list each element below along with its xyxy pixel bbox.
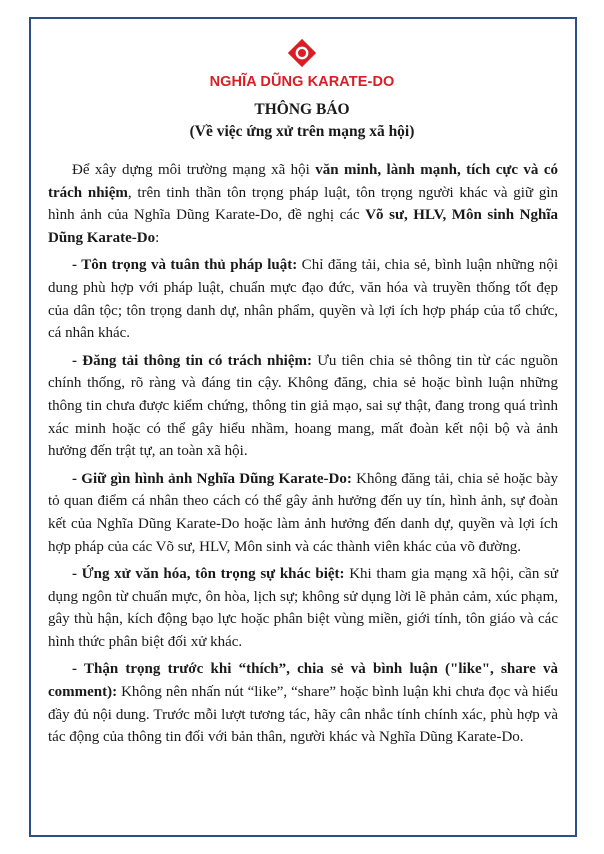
rule-text: Chỉ đăng tải, chia sẻ, bình luận những nội dung phù hợp với pháp luật, chuẩn mực đạo đức, văn hóa và truyền thống tốt đẹp của dân tộc; tôn trọng danh dự, nhân phẩm, quyền và lợi ích hợp pháp của tổ chức, cá nhân khác. (48, 257, 559, 342)
red-diamond-ring-icon (287, 38, 317, 68)
rule-heading: - Tôn trọng và tuân thủ pháp luật: (72, 257, 298, 274)
intro-text-2: , trên tinh thần tôn trọng pháp luật, tôn trọng người khác và giữ gìn hình ảnh của Nghĩa Dũng Karate-Do, đề nghị các (48, 184, 558, 224)
rule-heading: - Thận trọng trước khi “thích”, chia sẻ và bình luận ("like", share và comment): (48, 661, 558, 701)
logo (0, 38, 604, 68)
notice-body (48, 159, 558, 754)
rule-item (48, 468, 558, 558)
rule-item (48, 563, 558, 653)
page-title: THÔNG BÁO (254, 101, 350, 118)
rule-text: Không nên nhấn nút “like”, “share” hoặc bình luận khi chưa đọc và hiểu đầy đủ nội dung. Trước mỗi lượt tương tác, hãy cân nhắc tính chính xác, phù hợp và tác động của thông tin đối với bản thân, người khác và Nghĩa Dũng Karate-Do. (48, 684, 558, 746)
intro-bold-2: Võ sư, HLV, Môn sinh Nghĩa Dũng Karate-Do (48, 207, 558, 246)
rule-item (48, 254, 558, 344)
brand-name: NGHĨA DŨNG KARATE-DO (209, 74, 395, 90)
rule-item (48, 350, 558, 463)
rule-heading: - Giữ gìn hình ảnh Nghĩa Dũng Karate-Do: (72, 470, 352, 487)
intro-bold-1: văn minh, lành mạnh, tích cực và có trách nhiệm (48, 162, 558, 201)
intro-paragraph (48, 159, 558, 249)
rule-text: Khi tham gia mạng xã hội, cần sử dụng ngôn từ chuẩn mực, ôn hòa, lịch sự; không sử dụng lời lẽ phản cảm, xúc phạm, gây thù hận, kích động bạo lực hoặc phân biệt vùng miền, giới tính, tôn giáo và các hình thức phân biệt đối xử khác. (48, 566, 558, 650)
rule-text: Ưu tiên chia sẻ thông tin từ các nguồn chính thống, rõ ràng và đáng tin cậy. Không đăng, chia sẻ hoặc bình luận những thông tin chưa được kiểm chứng, thông tin giả mạo, sai sự thật, đang trong quá trình xác minh hoặc có thể gây hiểu nhầm, hoang mang, mất đoàn kết nội bộ và ảnh hưởng đến trật tự, an toàn xã hội. (48, 352, 558, 460)
page-subtitle: (Về việc ứng xử trên mạng xã hội) (189, 123, 415, 140)
rule-item (48, 658, 558, 748)
rule-heading: - Ứng xử văn hóa, tôn trọng sự khác biệt: (72, 566, 345, 583)
intro-text-3: : (155, 229, 160, 246)
rule-text: Không đăng tải, chia sẻ hoặc bày tỏ quan điểm cá nhân theo cách có thể gây ảnh hưởng đến uy tín, hình ảnh, sự đoàn kết của Nghĩa Dũng Karate-Do hoặc làm ảnh hưởng đến danh dự, quyền và lợi ích hợp pháp của các Võ sư, HLV, Môn sinh và các thành viên khác của võ đường. (48, 470, 558, 555)
intro-text-1: Để xây dựng môi trường mạng xã hội (72, 162, 316, 178)
rule-heading: - Đăng tải thông tin có trách nhiệm: (72, 352, 312, 369)
